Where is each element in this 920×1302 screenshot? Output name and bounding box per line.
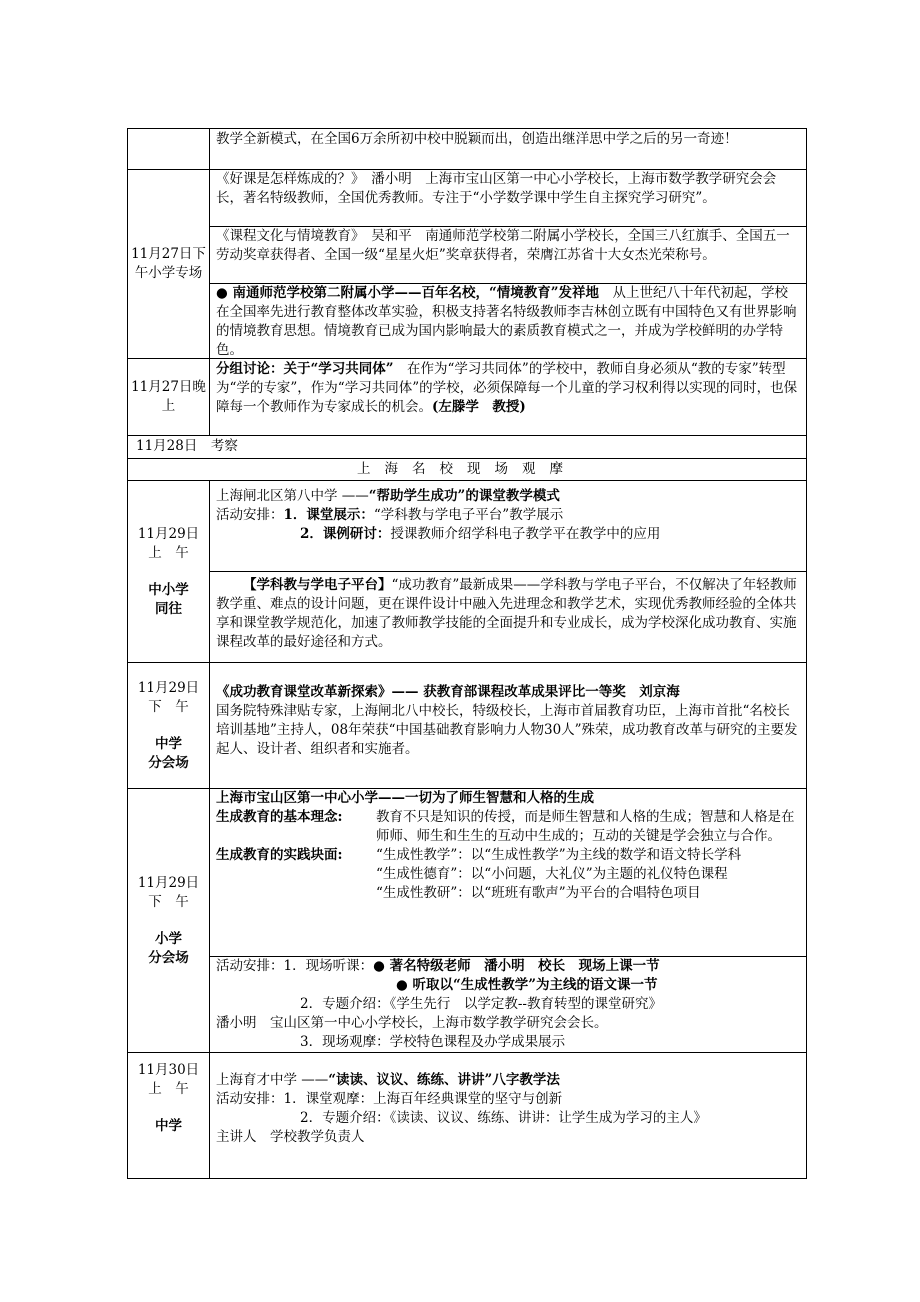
table-row	[128, 663, 807, 789]
activity-line: 活动安排：1．课堂观摩：上海百年经典课堂的坚守与创新	[216, 1091, 563, 1107]
table-row	[128, 436, 807, 459]
discussion-cell: 分组讨论：关于“学习共同体” 在作为“学习共同体”的学校中，教师自身必须从“教的专家”转型为“学的专家”，作为“学习共同体”的学校，必须保障每一个儿童的学习权利得以实现的同时，也保障每一个教师作为专家成长的机会。(左滕学 教授)	[210, 359, 807, 436]
lecture-item: 《好课是怎样炼成的？》 潘小明 上海市宝山区第一中心小学校长，上海市数学教学研究会会长，著名特级教师，全国优秀教师。专注于“小学数学课中学生自主探究学习研究”。	[216, 171, 777, 206]
lecture-item: 《课程文化与情境教育》 吴和平 南通师范学校第二附属小学校长，全国三八红旗手、全国五一劳动奖章获得者、全国一级“星星火炬”奖章获得者，荣膺江苏省十大女杰光荣称号。	[210, 226, 806, 283]
table-row: 11月29日 下 午 小学 分会场 上海市宝山区第一中心小学——一切为了师生智慧和人格的生成 生成教育的基本理念: 教育不只是知识的传授，而是师生智慧和人格的生成；智慧和人格是在师师、师生和生生的互动中生成的；互动的关键是学会独立与合作。 生成教育的实践块面: “生成性教学”：以“生成性教学”为主线的数学和语文特长学科 “生成性德育”：以“小问题，大礼仪”为主题的礼仪特色课程 “生成性教研”：以“班班有歌声”为平台的合唱特色项目 活动安排：1．现场听课：● 著名特级老师 潘小明 校长 现场上课一节 ● 听取以“生成性教学”为主线的语文课一节 2．专题介绍：《学生先行 以学定教--教育转型的课堂研究》 潘小明 宝山区第一中心小学校长，上海市数学教学研究会会长。 3．现场观摩：学校特色课程及办学成果展示	[128, 789, 807, 1053]
activity-line: 潘小明 宝山区第一中心小学校长，上海市数学教学研究会会长。	[216, 1015, 608, 1031]
date-cell: 11月29日 上 午 中小学 同往	[128, 481, 210, 663]
table-row	[128, 1053, 807, 1179]
date-cell: 11月29日 下 午 小学 分会场	[128, 789, 210, 1053]
concept-text: 教育不只是知识的传授，而是师生智慧和人格的生成；智慧和人格是在师师、师生和生生的互动中生成的；互动的关键是学会独立与合作。	[376, 809, 795, 844]
row-text: 教学全新模式，在全国6万余所初中校中脱颖而出，创造出继洋思中学之后的另一奇迹！	[210, 129, 807, 170]
platform-intro: 【学科教与学电子平台】“成功教育”最新成果——学科教与学电子平台，不仅解决了年轻教师教学重、难点的设计问题，更在课件设计中融入先进理念和教学艺术，实现优秀教师经验的全体共享和课堂教学规范化，加速了教师教学技能的全面提升和专业成长，成为学校深化成功教育、实施课程改革的最好途径和方式。	[216, 577, 797, 650]
practice-text: “生成性教学”：以“生成性教学”为主线的数学和语文特长学科	[376, 847, 742, 863]
date-cell: 11月30日 上 午 中学	[128, 1053, 210, 1179]
school-title: 上海闸北区第八中学 ——“帮助学生成功”的课堂教学模式	[216, 488, 560, 504]
section-header: 上海名校现场观摩	[128, 459, 807, 481]
school-title: 上海市宝山区第一中心小学——一切为了师生智慧和人格的生成	[216, 790, 594, 806]
activity-line: 活动安排：1．课堂展示：“学科教与学电子平台”教学展示	[216, 507, 564, 523]
date-cell: 11月29日 下 午 中学 分会场	[128, 663, 210, 789]
activity-line: 2．课例研讨：授课教师介绍学科电子教学平在教学中的应用	[300, 526, 661, 542]
activity-line: 主讲人 学校教学负责人	[216, 1129, 365, 1145]
school-intro: ● 南通师范学校第二附属小学——百年名校，“情境教育”发祥地 从上世纪八十年代初起，学校在全国率先进行教育整体改革实验，积极支持著名特级教师李吉林创立既有中国特色又有世界影响的情境教育思想。情境教育已成为国内影响最大的素质教育模式之一，并成为学校鲜明的办学特色。	[210, 283, 806, 358]
table-row	[128, 359, 807, 436]
activity-line: 活动安排：1．现场听课：● 著名特级老师 潘小明 校长 现场上课一节	[216, 958, 660, 974]
activity-line: 2．专题介绍：《学生先行 以学定教--教育转型的课堂研究》	[300, 996, 662, 1012]
schedule-table	[127, 128, 807, 1179]
lecture-title: 《成功教育课堂改革新探索》—— 获教育部课程改革成果评比一等奖 刘京海	[216, 684, 680, 700]
date-cell: 11月27日晚 上	[128, 359, 210, 436]
school-title: 上海育才中学 ——“读读、议议、练练、讲讲”八字教学法	[216, 1072, 560, 1088]
activity-line: 2．专题介绍：《读读、议议、练练、讲讲：让学生成为学习的主人》	[300, 1110, 707, 1126]
activity-line: 3．现场观摩：学校特色课程及办学成果展示	[300, 1034, 566, 1050]
lecturer-bio: 国务院特殊津贴专家，上海闸北八中校长，特级校长，上海市首届教育功臣，上海市首批“名校长培训基地”主持人，08年荣获“中国基础教育影响力人物30人”殊荣，成功教育改革与研究的主要发起人、设计者、组织者和实施者。	[216, 703, 798, 757]
visit-row: 11月28日 考察	[128, 436, 807, 459]
table-row	[128, 170, 807, 359]
schedule-page	[127, 128, 806, 1179]
date-cell: 11月27日下 午小学专场	[128, 170, 210, 359]
table-row	[128, 481, 807, 663]
table-row	[128, 129, 807, 170]
table-row	[128, 459, 807, 481]
activity-line: ● 听取以“生成性教学”为主线的语文课一节	[396, 977, 658, 993]
